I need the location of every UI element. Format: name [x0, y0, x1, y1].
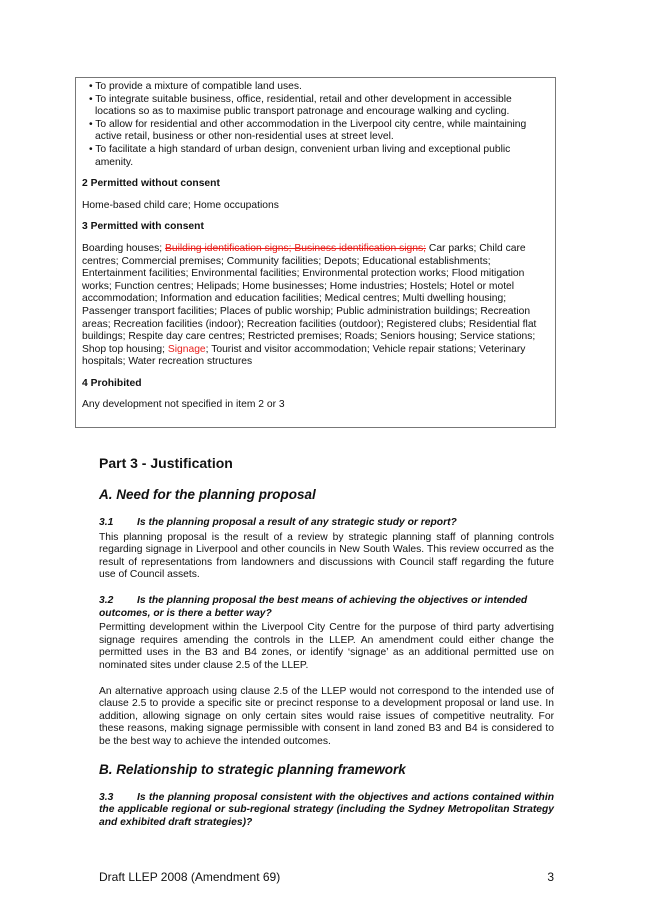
question-text: Is the planning proposal a result of any strategic study or report? [137, 517, 457, 528]
item3-text [82, 243, 549, 369]
inserted-text: Signage [167, 343, 206, 355]
objective-item: • To facilitate a high standard of urban design, convenient urban living and exceptional public amenity. [89, 143, 511, 168]
item3-text-part2: Car parks; Child care centres; Commercial premises; Community facilities; Depots; Educational establishments; Entertainment facilities; Environmental facilities; Environmental protection works; Flood mitigation works; Function centres; Helipads; Home businesses; Home industries; Hostels; Hotel or motel accommodation; Information and education facilities; Medical centres; Multi dwelling housing; Passenger transport facilities; Places of public worship; Public administration buildings; Recreation areas; Recreation facilities (indoor); Recreation facilities (outdoor); Registered clubs; Residential flat buildings; Respite day care centres; Restricted premises; Roads; Seniors housing; Service stations; Shop top housing; [82, 242, 537, 355]
paragraph-3-2a: Permitting development within the Liverpool City Centre for the purpose of third party advertising signage requires amending the controls in the LLEP. An amendment could either change the permitted uses in the B3 and B4 zones, or identify ‘signage’ as an additional permitted use on nominated sites under clause 2.5 of the LLEP. [99, 622, 554, 671]
item3-text-part3: ; Tourist and visitor accommodation; Vehicle repair stations; Veterinary hospitals; Water recreation structures [82, 343, 526, 368]
paragraph-3-2b: An alternative approach using clause 2.5 of the LLEP would not correspond to the intended use of clause 2.5 to provide a specific site or precinct response to a development proposal or land use. In addition, allowing signage on only certain sites would raise issues of competitive neutrality. For these reasons, making signage permissible with consent in land zoned B3 and B4 is considered to be the best way to achieve the intended outcomes. [99, 685, 554, 747]
part-title: Part 3 - Justification [99, 455, 233, 471]
objective-item: • To integrate suitable business, office, residential, retail and other development in accessible locations so as to maximise public transport patronage and encourage walking and cycling. [89, 93, 512, 118]
question-3-1 [99, 517, 554, 530]
page-number: 3 [547, 870, 554, 884]
question-number: 3.1 [99, 517, 114, 528]
objective-item: • To provide a mixture of compatible land uses. [89, 81, 302, 92]
item3-heading: 3 Permitted with consent [82, 221, 204, 233]
paragraph-3-1: This planning proposal is the result of a review by strategic planning staff of planning controls regarding signage in Liverpool and other councils in New South Wales. This review occurred as the result of representations from landowners and discussions with Council staff regarding the future use of Council assets. [99, 531, 554, 581]
item4-text: Any development not specified in item 2 or 3 [82, 399, 285, 411]
section-b-heading: B. Relationship to strategic planning framework [99, 761, 406, 777]
item4-heading: 4 Prohibited [82, 377, 142, 389]
question-3-2 [99, 595, 554, 620]
deleted-text: Building identification signs; Business identification signs; [165, 242, 427, 254]
question-number: 3.2 [99, 594, 114, 606]
footer-document-title: Draft LLEP 2008 (Amendment 69) [99, 870, 281, 884]
question-number: 3.3 [99, 791, 114, 803]
item2-heading: 2 Permitted without consent [82, 178, 220, 190]
land-use-table-box [75, 77, 556, 428]
question-text: Is the planning proposal consistent with the objectives and actions contained within the applicable regional or sub-regional strategy (including the Sydney Metropolitan Strategy and exhibited draft strategies)? [99, 791, 554, 828]
objective-item: • To allow for residential and other accommodation in the Liverpool city centre, while maintaining active retail, business or other non-residential uses at street level. [89, 118, 527, 143]
justification-section [99, 454, 554, 829]
question-text: Is the planning proposal the best means of achieving the objectives or intended outcomes, or is there a better way? [99, 594, 528, 619]
item3-text-part1: Boarding houses; [82, 242, 166, 254]
page-footer [99, 870, 554, 884]
section-a-heading: A. Need for the planning proposal [99, 487, 316, 502]
item2-text: Home-based child care; Home occupations [82, 199, 279, 211]
question-3-3 [99, 792, 554, 830]
